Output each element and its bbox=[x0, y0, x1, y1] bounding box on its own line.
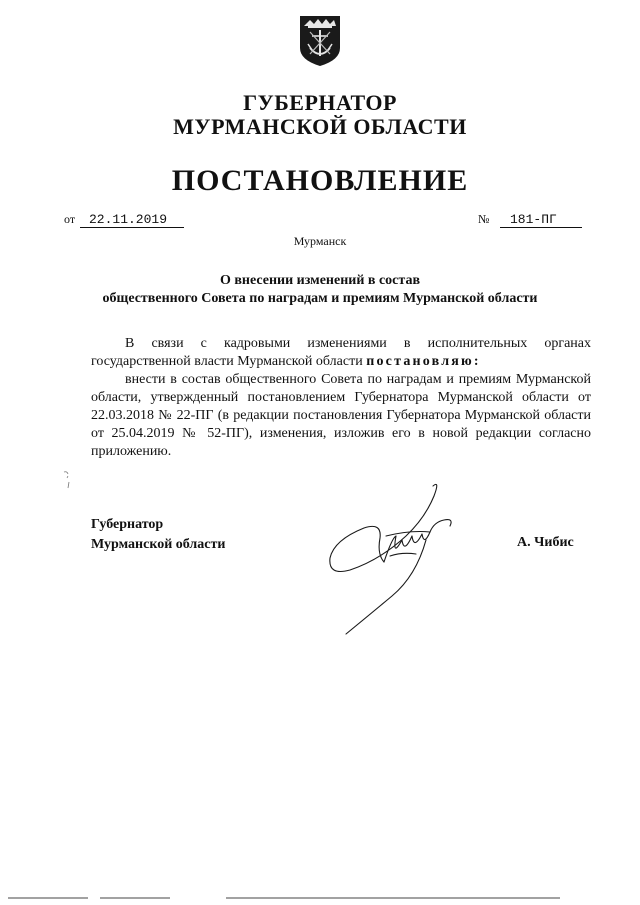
subject-line2: общественного Совета по наградам и премиям Мурманской области bbox=[102, 291, 538, 306]
date-label: от bbox=[64, 212, 76, 226]
document-type-title: ПОСТАНОВЛЕНИЕ bbox=[171, 164, 469, 197]
date-field bbox=[64, 212, 184, 228]
authority-title-line2: МУРМАНСКОЙ ОБЛАСТИ bbox=[173, 114, 467, 139]
number-label: № bbox=[478, 212, 490, 226]
authority-title-line1: ГУБЕРНАТОР bbox=[243, 90, 397, 115]
number-value: 181-ПГ bbox=[500, 213, 582, 228]
page-bottom-rules bbox=[0, 896, 640, 900]
handwritten-signature bbox=[320, 478, 480, 638]
preamble-paragraph bbox=[91, 335, 591, 371]
number-field bbox=[478, 212, 582, 228]
decree-word: постановляю: bbox=[366, 354, 481, 369]
preamble-text: В связи с кадровыми изменениями в исполнительных органах государственной власти Мурманской области bbox=[91, 336, 591, 369]
signatory-position-line2: Мурманской области bbox=[91, 537, 226, 552]
subject-line1: О внесении изменений в состав bbox=[219, 273, 421, 288]
city-name: Мурманск bbox=[293, 234, 347, 248]
signatory-position-line1: Губернатор bbox=[91, 517, 164, 532]
scan-artifact-mark bbox=[62, 470, 72, 490]
decree-paragraph: внести в состав общественного Совета по наградам и премиям Мурманской области, утвержденный постановлением Губернатора Мурманской области от 22.03.2018 № 22-ПГ (в редакции постановления Губернатора Мурманской области от 25.04.2019 № 52-ПГ), изменения, изложив его в новой редакции согласно приложению. bbox=[91, 372, 591, 459]
coat-of-arms-emblem bbox=[298, 14, 342, 68]
date-value: 22.11.2019 bbox=[80, 213, 184, 228]
signatory-name: А. Чибис bbox=[517, 535, 574, 550]
signatory-position bbox=[91, 515, 225, 555]
